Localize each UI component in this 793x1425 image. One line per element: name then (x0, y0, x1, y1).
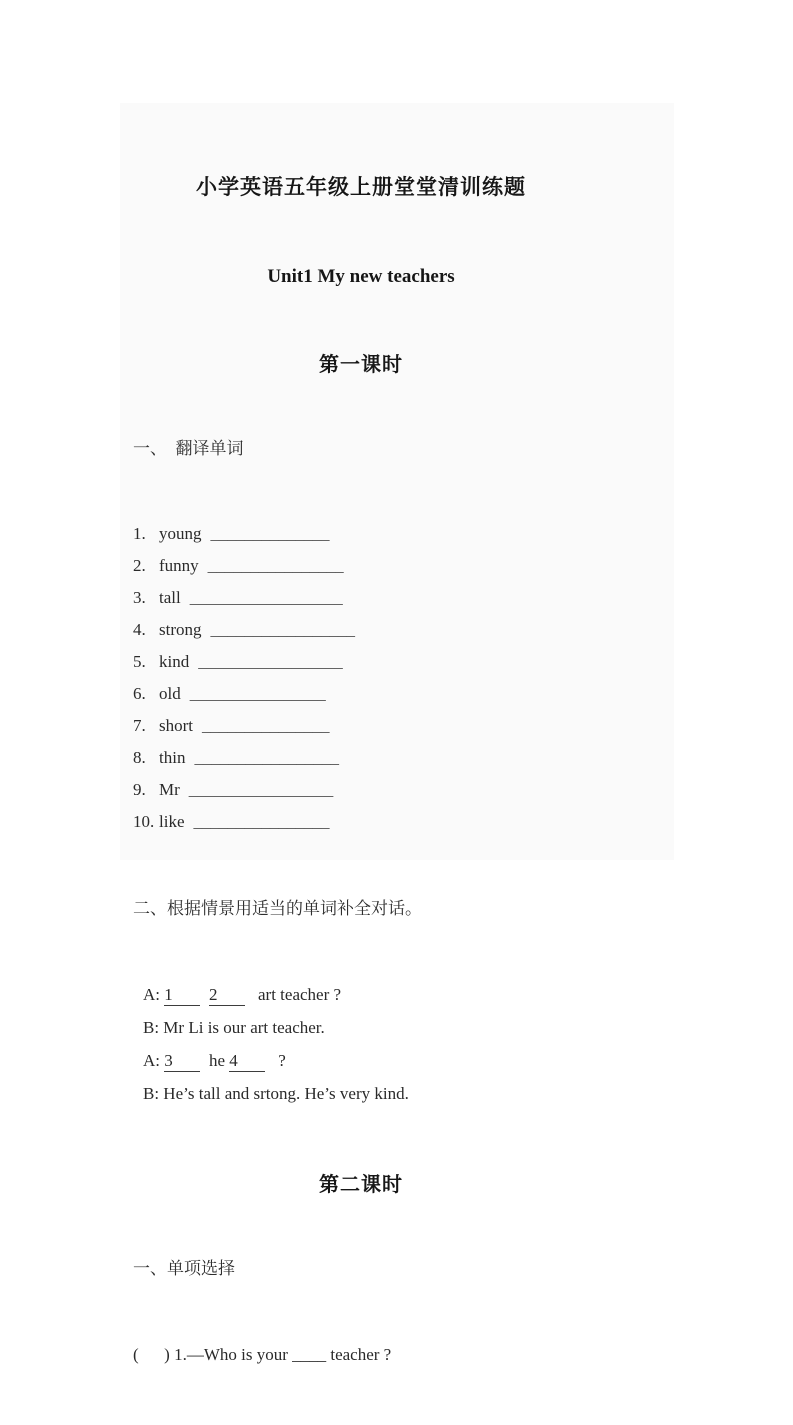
vocab-word: like (159, 812, 185, 831)
numbered-blank: 4 (229, 1050, 265, 1072)
section-choice-heading: 一、单项选择 (133, 1259, 235, 1278)
section-translate-heading: 一、 翻译单词 (133, 439, 244, 458)
section-dialogue-heading: 二、根据情景用适当的单词补全对话。 (133, 899, 422, 918)
dialogue-line (133, 1044, 589, 1077)
item-number: 2. (133, 556, 146, 575)
item-number: 1. (133, 524, 146, 543)
vocab-word: old (159, 684, 181, 703)
vocab-item (133, 710, 589, 742)
unit-subtitle: Unit1 My new teachers (267, 266, 455, 287)
dialogue-text: B: Mr Li is our art teacher. (143, 1018, 325, 1037)
answer-blank-line: ________________ (189, 684, 326, 703)
answer-blank-line: _______________ (202, 716, 330, 735)
dialogue-line (133, 1011, 589, 1044)
dialogue-text: A: (143, 1051, 165, 1070)
dialogue-line (133, 1077, 589, 1110)
dialogue-text: he (204, 1051, 230, 1070)
worksheet-page (120, 103, 674, 1364)
vocab-item (133, 614, 589, 646)
item-number: 10. (133, 812, 155, 831)
lesson1-heading: 第一课时 (319, 354, 403, 376)
item-number: 4. (133, 620, 146, 639)
dialogue-text: B: He’s tall and srtong. He’s very kind. (143, 1084, 409, 1103)
dialogue-line (133, 978, 589, 1011)
dialogue-text: A: (143, 985, 165, 1004)
page-title: 小学英语五年级上册堂堂清训练题 (196, 175, 526, 199)
dialogue-block (133, 978, 589, 1110)
answer-blank-line: ______________ (210, 524, 330, 543)
dialogue-text: art teacher ? (249, 985, 342, 1004)
answer-blank-line: ________________ (193, 812, 330, 831)
lesson2-heading: 第二课时 (319, 1174, 403, 1196)
vocab-item (133, 774, 589, 806)
vocab-item (133, 582, 589, 614)
answer-blank-line: _________________ (194, 748, 339, 767)
vocab-word: Mr (159, 780, 180, 799)
vocab-item (133, 646, 589, 678)
numbered-blank: 2 (209, 984, 245, 1006)
vocab-word: funny (159, 556, 199, 575)
vocab-word: tall (159, 588, 181, 607)
choice-question-1: ( ) 1.—Who is your ____ teacher ? (133, 1345, 392, 1364)
vocab-word: strong (159, 620, 202, 639)
vocab-item (133, 518, 589, 550)
item-number: 8. (133, 748, 146, 767)
item-number: 6. (133, 684, 146, 703)
vocab-item (133, 550, 589, 582)
item-number: 5. (133, 652, 146, 671)
item-number: 9. (133, 780, 146, 799)
item-number: 7. (133, 716, 146, 735)
answer-blank-line: __________________ (189, 588, 343, 607)
vocab-word: young (159, 524, 202, 543)
answer-blank-line: _________________ (188, 780, 334, 799)
vocab-item (133, 742, 589, 774)
vocab-list (133, 518, 589, 838)
vocab-word: kind (159, 652, 190, 671)
answer-blank-line: _________________ (210, 620, 355, 639)
answer-blank-line: _________________ (198, 652, 343, 671)
dialogue-text: ? (269, 1051, 286, 1070)
vocab-word: short (159, 716, 193, 735)
item-number: 3. (133, 588, 146, 607)
vocab-item (133, 678, 589, 710)
numbered-blank: 3 (164, 1050, 200, 1072)
numbered-blank: 1 (164, 984, 200, 1006)
answer-blank-line: ________________ (207, 556, 344, 575)
vocab-item (133, 806, 589, 838)
vocab-word: thin (159, 748, 186, 767)
